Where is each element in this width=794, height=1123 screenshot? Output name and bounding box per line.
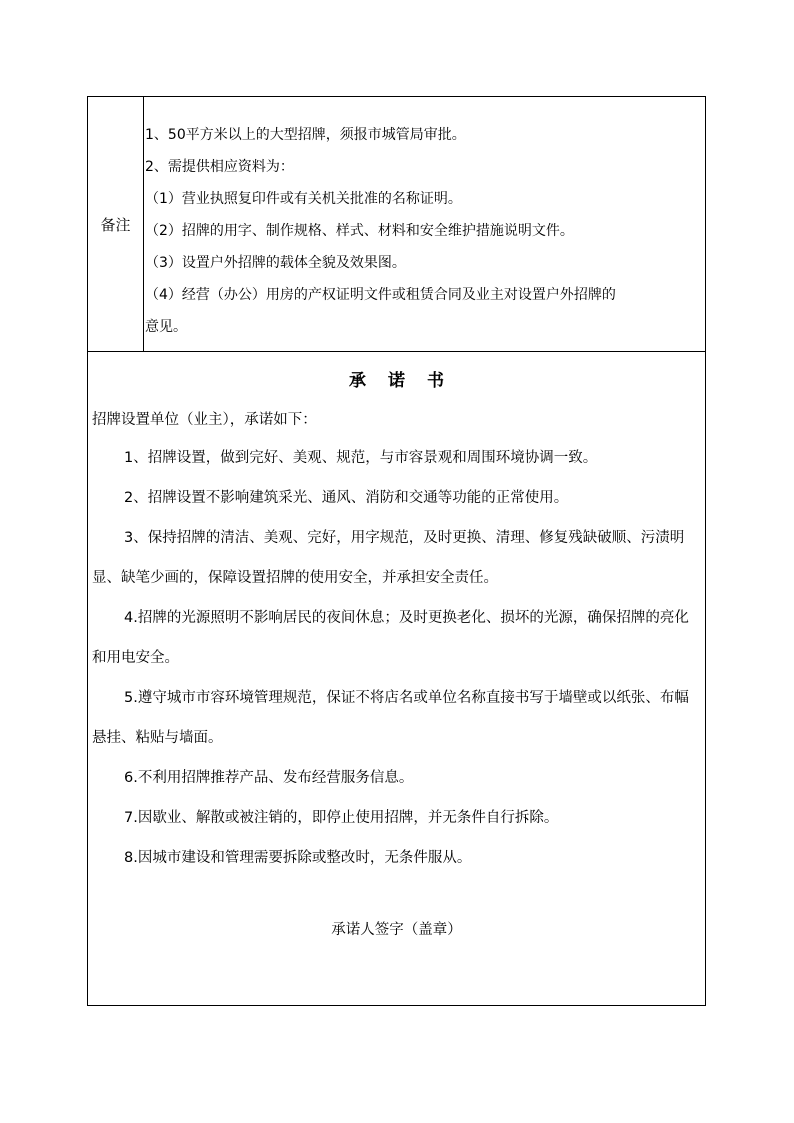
remarks-body bbox=[145, 119, 699, 343]
remarks-line: （2）招牌的用字、制作规格、样式、材料和安全维护措施说明文件。 bbox=[145, 223, 574, 239]
remarks-line: 1、50平方米以上的大型招牌，须报市城管局审批。 bbox=[145, 127, 466, 143]
remarks-row bbox=[88, 97, 705, 352]
remarks-line: （4）经营（办公）用房的产权证明文件或租赁合同及业主对设置户外招牌的 bbox=[145, 287, 616, 303]
pledge-items bbox=[92, 438, 699, 878]
pledge-item: 5.遵守城市市容环境管理规范，保证不将店名或单位名称直接书写于墙壁或以纸张、布幅悬挂、粘贴与墙面。 bbox=[92, 690, 689, 746]
pledge-item: 8.因城市建设和管理需要拆除或整改时，无条件服从。 bbox=[124, 850, 472, 866]
remarks-line: 2、需提供相应资料为： bbox=[145, 159, 294, 175]
pledge-section bbox=[88, 352, 705, 1007]
pledge-item: 4.招牌的光源照明不影响居民的夜间休息；及时更换老化、损坏的光源，确保招牌的亮化和用电安全。 bbox=[92, 610, 689, 666]
remarks-line: 意见。 bbox=[145, 319, 187, 335]
remarks-label: 备注 bbox=[88, 97, 144, 351]
pledge-title: 承诺书 bbox=[349, 371, 466, 391]
remarks-line: （1）营业执照复印件或有关机关批准的名称证明。 bbox=[145, 191, 462, 207]
signature-line: 承诺人签字（盖章） bbox=[331, 922, 462, 938]
document-table bbox=[87, 96, 706, 1006]
pledge-intro: 招牌设置单位（业主），承诺如下： bbox=[92, 412, 317, 428]
pledge-item: 1、招牌设置，做到完好、美观、规范，与市容景观和周围环境协调一致。 bbox=[124, 450, 598, 466]
pledge-item: 3、保持招牌的清洁、美观、完好，用字规范，及时更换、清理、修复残缺破顺、污渍明显、缺笔少画的，保障设置招牌的使用安全，并承担安全责任。 bbox=[92, 530, 685, 586]
pledge-item: 6.不利用招牌推荐产品、发布经营服务信息。 bbox=[124, 770, 414, 786]
pledge-item: 7.因歇业、解散或被注销的，即停止使用招牌，并无条件自行拆除。 bbox=[124, 810, 559, 826]
remarks-line: （3）设置户外招牌的载体全貌及效果图。 bbox=[145, 255, 406, 271]
pledge-item: 2、招牌设置不影响建筑采光、通风、消防和交通等功能的正常使用。 bbox=[124, 490, 569, 506]
